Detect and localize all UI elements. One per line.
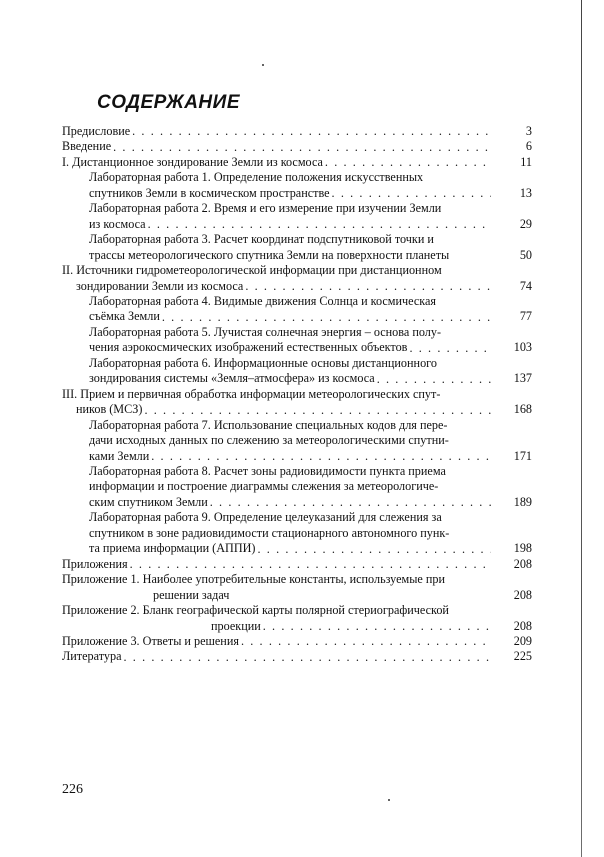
toc-entry-text: трассы метеорологического спутника Земли на поверхности планеты <box>89 247 450 262</box>
toc-entry-text: Приложения <box>62 556 128 571</box>
toc-entry-text: ским спутником Земли <box>89 494 208 509</box>
toc-entry-chapter-3[interactable] <box>62 387 532 402</box>
toc-entry-chapter-1[interactable] <box>62 155 532 170</box>
toc-entry-text: Лабораторная работа 1. Определение положения искусственных <box>89 170 424 185</box>
toc-entry-text: Приложение 1. Наиболее употребительные константы, используемые при <box>62 572 446 587</box>
toc-entry-text: Приложение 3. Ответы и решения <box>62 633 239 648</box>
toc-page-number: 137 <box>513 371 532 386</box>
toc-entry-text: Предисловие <box>62 124 131 138</box>
toc-entry-appendices[interactable] <box>62 557 532 572</box>
toc-entry-lab-9-cont[interactable] <box>62 541 532 556</box>
toc-page-number: 103 <box>513 340 532 355</box>
toc-entry-lab-2-cont[interactable] <box>62 217 532 232</box>
toc-entry-lab-9[interactable] <box>62 510 532 525</box>
toc-entry-appendix-1[interactable] <box>62 572 532 587</box>
toc-entry-lab-9-cont[interactable] <box>62 526 532 541</box>
dot-leader <box>245 279 491 294</box>
toc-page-number: 29 <box>519 216 532 231</box>
dot-leader <box>148 217 491 232</box>
toc-entry-introduction[interactable] <box>62 139 532 154</box>
page-number: 226 <box>62 782 83 797</box>
toc-page-number: 11 <box>520 154 532 169</box>
toc-entry-text: Лабораторная работа 9. Определение целеуказаний для слежения за <box>89 510 442 525</box>
toc-entry-lab-1-cont[interactable] <box>62 186 532 201</box>
toc-entry-text: Введение <box>62 139 112 154</box>
dot-leader <box>132 124 491 139</box>
toc-entry-text: проекции <box>211 618 261 633</box>
toc-entry-text: Лабораторная работа 7. Использование специальных кодов для пере- <box>89 417 448 432</box>
toc-entry-text: решении задач <box>153 587 230 602</box>
toc-entry-text: информации и построение диаграммы слежения за метеорологиче- <box>89 479 439 494</box>
toc-entry-lab-5-cont[interactable] <box>62 340 532 355</box>
toc-entry-lab-7[interactable] <box>62 418 532 433</box>
toc-entry-text: III. Прием и первичная обработка информации метеорологических спут- <box>62 386 441 401</box>
toc-page-number: 6 <box>525 139 532 154</box>
toc-entry-preface[interactable] <box>62 124 532 139</box>
toc-page-number: 77 <box>519 309 532 324</box>
toc-page-number: 208 <box>513 587 532 602</box>
toc-entry-chapter-3-cont[interactable] <box>62 402 532 417</box>
toc-entry-lab-8[interactable] <box>62 464 532 479</box>
toc-page-number: 189 <box>513 494 532 509</box>
page-title: СОДЕРЖАНИЕ <box>97 92 240 113</box>
dot-leader <box>113 140 491 155</box>
toc-entry-text: ками Земли <box>89 448 150 463</box>
dot-leader <box>377 372 491 387</box>
toc-entry-lab-4[interactable] <box>62 294 532 309</box>
dot-leader <box>210 495 491 510</box>
toc-page-number: 208 <box>513 618 532 633</box>
dot-leader <box>325 155 491 170</box>
toc-page-number: 171 <box>513 448 532 463</box>
toc-page-number: 3 <box>525 124 532 138</box>
toc-entry-text: зондировании Земли из космоса <box>76 278 244 293</box>
dot-leader <box>144 403 491 418</box>
toc-entry-text: спутником в зоне радиовидимости стационарного автономного пунк- <box>89 525 450 540</box>
toc-entry-lab-7-cont[interactable] <box>62 449 532 464</box>
toc-entry-lab-6-cont[interactable] <box>62 371 532 386</box>
toc-entry-text: зондирования системы «Земля–атмосфера» из космоса <box>89 371 375 386</box>
toc-entry-lab-2[interactable] <box>62 201 532 216</box>
toc-entry-lab-3-cont[interactable] <box>62 248 532 263</box>
toc-entry-lab-7-cont[interactable] <box>62 433 532 448</box>
toc-entry-text: Лабораторная работа 4. Видимые движения Солнца и космическая <box>89 293 436 308</box>
toc-entry-lab-1[interactable] <box>62 170 532 185</box>
toc-entry-appendix-3[interactable] <box>62 634 532 649</box>
toc-entry-text: дачи исходных данных по слежению за метеорологическими спутни- <box>89 433 449 448</box>
scan-speck <box>262 64 264 66</box>
toc-entry-lab-6[interactable] <box>62 356 532 371</box>
toc-entry-literature[interactable] <box>62 649 532 664</box>
toc-entry-appendix-1-cont[interactable] <box>62 588 532 603</box>
toc-entry-lab-8-cont[interactable] <box>62 495 532 510</box>
toc-entry-text: та приема информации (АППИ) <box>89 541 256 556</box>
toc-entry-text: Лабораторная работа 3. Расчет координат подспутниковой точки и <box>89 232 434 247</box>
toc-entry-text: Приложение 2. Бланк географической карты полярной стериографической <box>62 603 449 618</box>
toc-entry-appendix-2[interactable] <box>62 603 532 618</box>
toc-entry-text: II. Источники гидрометеорологической информации при дистанционном <box>62 263 442 278</box>
toc-page-number: 13 <box>519 185 532 200</box>
toc-entry-chapter-2[interactable] <box>62 263 532 278</box>
toc-entry-appendix-2-cont[interactable] <box>62 619 532 634</box>
toc-page-number: 168 <box>513 402 532 417</box>
toc-page-number: 225 <box>513 649 532 664</box>
toc-page-number: 198 <box>513 541 532 556</box>
toc-entry-lab-5[interactable] <box>62 325 532 340</box>
toc-page-number: 50 <box>519 247 532 262</box>
toc-page-number: 209 <box>513 633 532 648</box>
toc-entry-text: Литература <box>62 649 122 664</box>
dot-leader <box>409 341 491 356</box>
toc-entry-text: спутников Земли в космическом пространстве <box>89 185 330 200</box>
toc-entry-text: съёмка Земли <box>89 309 160 324</box>
toc-entry-text: из космоса <box>89 216 146 231</box>
toc-entry-text: чения аэрокосмических изображений естественных объектов <box>89 340 408 355</box>
toc-entry-text: Лабораторная работа 8. Расчет зоны радиовидимости пункта приема <box>89 463 446 478</box>
dot-leader <box>257 542 491 557</box>
dot-leader <box>130 557 491 572</box>
dot-leader <box>263 619 491 634</box>
toc-entry-lab-8-cont[interactable] <box>62 479 532 494</box>
toc-entry-text: I. Дистанционное зондирование Земли из космоса <box>62 154 323 169</box>
toc-entry-chapter-2-cont[interactable] <box>62 279 532 294</box>
toc-entry-text: Лабораторная работа 5. Лучистая солнечная энергия – основа полу- <box>89 324 442 339</box>
dot-leader <box>241 634 491 649</box>
toc-entry-text: ников (МСЗ) <box>76 402 143 417</box>
toc-entry-text: Лабораторная работа 6. Информационные основы дистанционного <box>89 355 437 370</box>
dot-leader <box>332 186 491 201</box>
binding-edge <box>581 0 582 857</box>
toc-entry-lab-4-cont[interactable] <box>62 309 532 324</box>
dot-leader <box>162 310 491 325</box>
dot-leader <box>123 650 491 665</box>
toc-page-number: 74 <box>519 278 532 293</box>
toc-entry-text: Лабораторная работа 2. Время и его измерение при изучении Земли <box>89 201 442 216</box>
table-of-contents <box>62 124 532 665</box>
scan-speck <box>388 799 390 801</box>
dot-leader <box>151 449 491 464</box>
toc-entry-lab-3[interactable] <box>62 232 532 247</box>
toc-page-number: 208 <box>513 556 532 571</box>
